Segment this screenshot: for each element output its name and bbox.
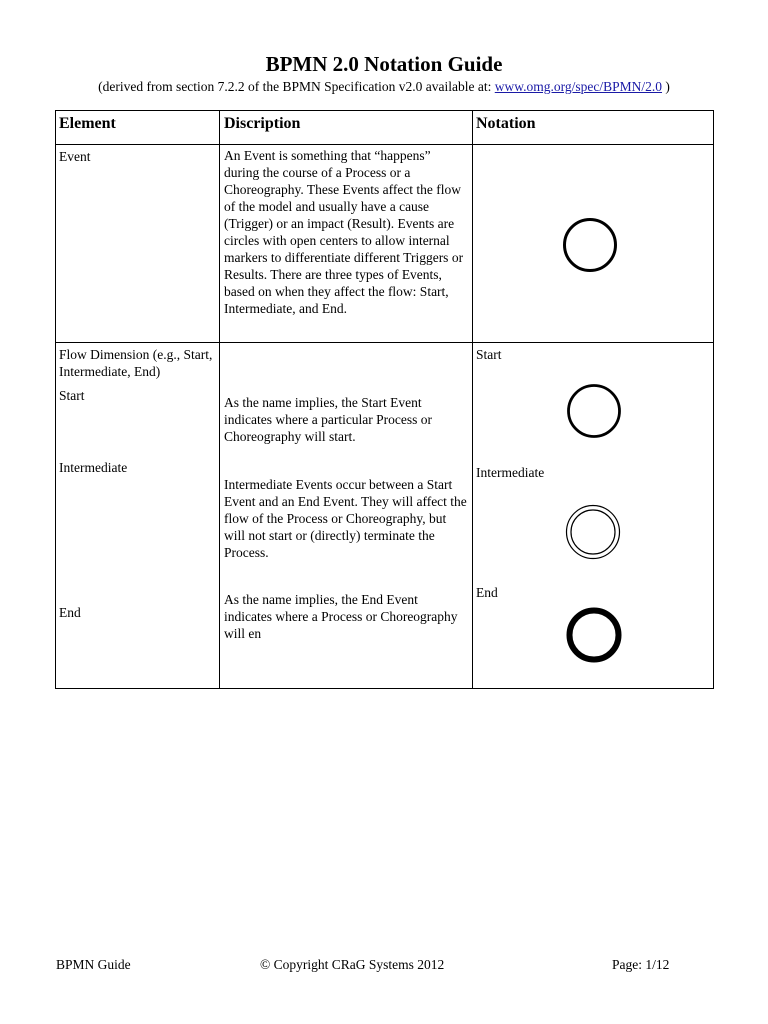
intermediate-event-description: Intermediate Events occur between a Start Event and an End Event. They will affect the flow of the Process or Choreography, but will not start or (directly) terminate the Process.: [224, 477, 467, 560]
subtitle-prefix: (derived from section 7.2.2 of the BPMN Specification v2.0 available at:: [98, 79, 495, 94]
document-title: BPMN 2.0 Notation Guide: [265, 52, 503, 76]
footer-page-number: Page: 1/12: [612, 957, 670, 972]
table-column-divider-2: [472, 110, 473, 689]
row-event-description: An Event is something that “happens” during the course of a Process or a Choreography. These Events affect the flow of the model and usually have a cause (Trigger) or an impact (Result). Events are circles with open centers to allow internal markers to differentiate different Triggers or Results. There are three types of Events, based on when they affect the flow: Start, Intermediate, and End.: [224, 148, 464, 316]
footer-center: © Copyright CRaG Systems 2012: [260, 957, 445, 972]
footer-left: BPMN Guide: [56, 957, 131, 972]
row-flow-end-label: End: [59, 605, 81, 620]
start-event-circle-icon: [567, 384, 621, 438]
header-element: Element: [59, 115, 116, 132]
notation-start-label: Start: [476, 347, 502, 362]
row-event-element: Event: [59, 149, 91, 164]
header-notation: Notation: [476, 115, 536, 132]
table-border-left: [55, 110, 56, 689]
header-description: Discription: [224, 115, 301, 132]
start-event-description: As the name implies, the Start Event indicates where a particular Process or Choreography will start.: [224, 395, 433, 444]
notation-end-label: End: [476, 585, 498, 600]
document-subtitle: [0, 79, 768, 95]
intermediate-event-circle-icon: [565, 504, 621, 560]
table-border-bottom: [55, 688, 714, 689]
table-header-divider: [55, 144, 714, 145]
row-flow-element: Flow Dimension (e.g., Start, Intermediate, End): [59, 347, 213, 379]
notation-intermediate-label: Intermediate: [476, 465, 545, 480]
table-row-divider: [55, 342, 714, 343]
end-event-description: As the name implies, the End Event indicates where a Process or Choreography will en: [224, 592, 458, 641]
table-border-top: [55, 110, 714, 111]
omg-spec-link[interactable]: www.omg.org/spec/BPMN/2.0: [494, 79, 663, 94]
subtitle-suffix: ): [662, 79, 670, 94]
end-event-circle-icon: [566, 607, 622, 663]
row-flow-intermediate-label: Intermediate: [59, 460, 128, 475]
event-circle-icon: [563, 218, 617, 272]
table-column-divider-1: [219, 110, 220, 689]
row-flow-start-label: Start: [59, 388, 85, 403]
table-border-right: [713, 110, 714, 689]
